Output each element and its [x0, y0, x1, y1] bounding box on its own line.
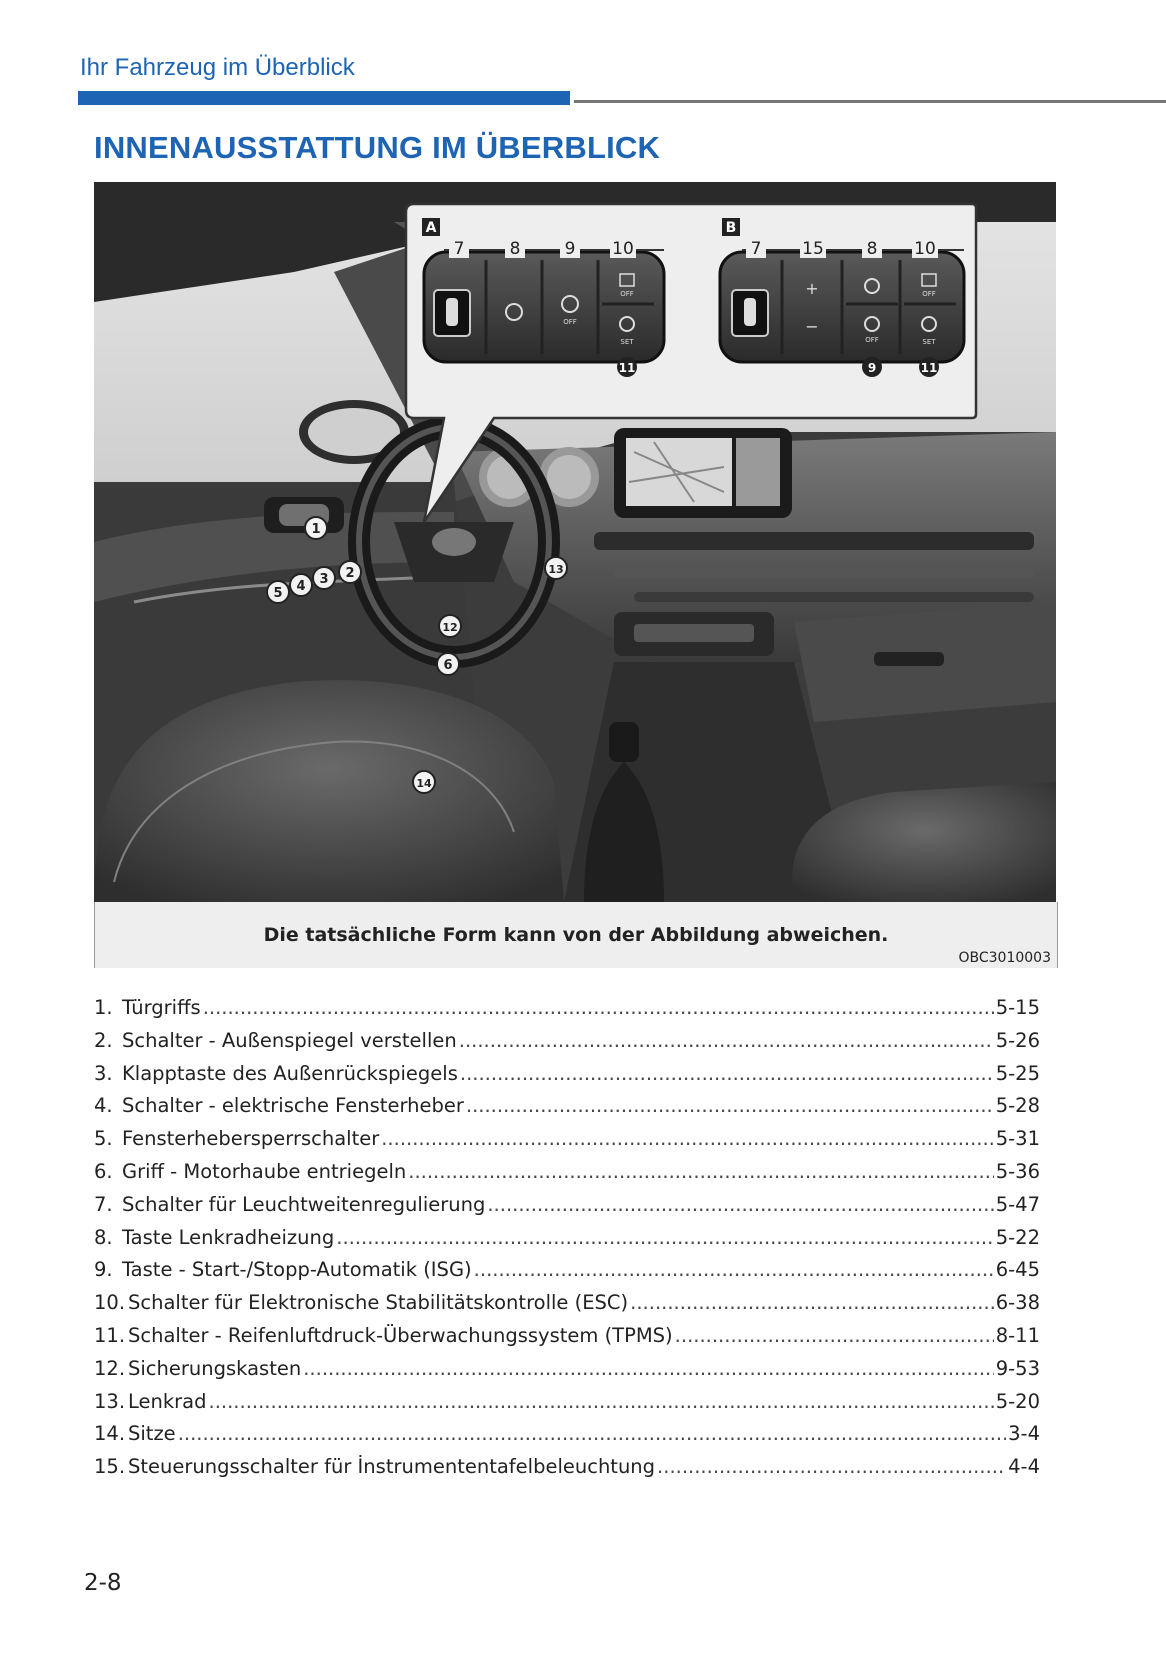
list-item-label: Taste - Start-/Stopp-Automatik (ISG) — [122, 1258, 472, 1282]
leader-dots — [460, 1062, 994, 1085]
leader-dots — [178, 1422, 1006, 1445]
esc-off-text-b: OFF — [922, 290, 936, 298]
isg-off-text: OFF — [563, 318, 577, 326]
list-item-page: 9-53 — [995, 1356, 1040, 1380]
component-list — [94, 996, 1040, 1488]
svg-text:12: 12 — [442, 621, 458, 634]
list-item — [94, 1029, 1040, 1062]
callout-3 — [313, 567, 335, 589]
list-item-label: Lenkrad — [128, 1389, 207, 1413]
list-item — [94, 1291, 1040, 1324]
list-item-number: 8. — [94, 1225, 113, 1249]
list-item-label: Schalter für Elektronische Stabilitätskontrolle (ESC) — [128, 1291, 629, 1315]
list-item-number: 14. — [94, 1422, 126, 1446]
svg-text:6: 6 — [443, 658, 453, 673]
list-item-page: 6-38 — [995, 1291, 1040, 1315]
list-item-page: 5-26 — [995, 1028, 1040, 1052]
panel-a-num-10: 10 — [612, 239, 634, 259]
list-item — [94, 1258, 1040, 1291]
panel-a-label: A — [425, 220, 437, 236]
list-item — [94, 1324, 1040, 1357]
list-item-label: Griff - Motorhaube entriegeln — [122, 1159, 407, 1183]
list-item-page: 5-47 — [995, 1192, 1040, 1216]
panel-a-num-11: 11 — [618, 361, 636, 375]
list-item-number: 11. — [94, 1323, 126, 1347]
figure-code: OBC3010003 — [958, 950, 1051, 966]
figure-caption: Die tatsächliche Form kann von der Abbildung abweichen. — [263, 924, 889, 946]
list-item-number: 1. — [94, 996, 113, 1019]
list-item — [94, 1160, 1040, 1193]
callout-2 — [339, 561, 361, 583]
isg-off-text-b: OFF — [865, 336, 879, 344]
leader-dots — [408, 1160, 993, 1183]
leader-dots — [381, 1127, 994, 1150]
list-item-page: 8-11 — [995, 1323, 1040, 1347]
panel-b-num-7: 7 — [750, 239, 762, 259]
list-item-label: Steuerungsschalter für İnstrumententafelbeleuchtung — [128, 1455, 656, 1479]
esc-off-text: OFF — [620, 290, 634, 298]
list-item-page: 5-31 — [995, 1127, 1040, 1151]
list-item — [94, 1193, 1040, 1226]
list-item-label: Taste Lenkradheizung — [122, 1225, 335, 1249]
svg-text:13: 13 — [548, 563, 564, 576]
list-item-number: 6. — [94, 1159, 113, 1183]
leader-dots — [675, 1324, 994, 1347]
list-item-label: Sitze — [128, 1422, 176, 1446]
list-item-number: 5. — [94, 1127, 113, 1151]
leader-dots — [657, 1455, 1006, 1478]
list-item-number: 2. — [94, 1028, 113, 1052]
figure-caption-box — [94, 902, 1058, 968]
callout-5 — [267, 581, 289, 603]
list-item-label: Schalter für Leuchtweitenregulierung — [122, 1192, 486, 1216]
list-item-label: Schalter - Außenspiegel verstellen — [122, 1028, 457, 1052]
list-item — [94, 1127, 1040, 1160]
svg-text:3: 3 — [319, 572, 329, 587]
panel-a-num-7: 7 — [453, 239, 465, 259]
svg-text:14: 14 — [416, 777, 432, 790]
tpms-set-text-b: SET — [922, 338, 936, 346]
svg-text:1: 1 — [311, 522, 321, 537]
list-item-number: 4. — [94, 1094, 113, 1118]
callout-13 — [545, 557, 567, 579]
list-item-page: 4-4 — [1008, 1455, 1040, 1479]
leader-dots — [474, 1258, 994, 1281]
leader-dots — [630, 1291, 994, 1314]
list-item — [94, 1094, 1040, 1127]
list-item-page: 5-36 — [995, 1159, 1040, 1183]
list-item-page: 6-45 — [995, 1258, 1040, 1282]
svg-text:+: + — [805, 279, 819, 298]
list-item — [94, 1390, 1040, 1423]
list-item-label: Fensterhebersperrschalter — [122, 1127, 380, 1151]
list-item-label: Türgriffs — [122, 996, 201, 1019]
list-item-number: 12. — [94, 1356, 126, 1380]
svg-text:2: 2 — [345, 566, 355, 581]
list-item — [94, 996, 1040, 1029]
tpms-set-text: SET — [620, 338, 634, 346]
panel-b-num-15: 15 — [802, 239, 824, 259]
panel-b-label: B — [725, 220, 737, 236]
section-header-title: Ihr Fahrzeug im Überblick — [80, 54, 355, 81]
list-item — [94, 1455, 1040, 1488]
leader-dots — [209, 1390, 994, 1413]
leader-dots — [303, 1357, 994, 1380]
page-title: INNENAUSSTATTUNG IM ÜBERBLICK — [94, 130, 661, 165]
list-item-page: 5-22 — [995, 1225, 1040, 1249]
list-item-number: 10. — [94, 1291, 126, 1315]
list-item-label: Schalter - Reifenluftdruck-Überwachungssystem (TPMS) — [128, 1323, 673, 1347]
list-item — [94, 1062, 1040, 1095]
list-item — [94, 1226, 1040, 1259]
list-item-number: 3. — [94, 1061, 113, 1085]
panel-b-num-9: 9 — [867, 361, 877, 375]
panel-b-num-10: 10 — [914, 239, 936, 259]
list-item — [94, 1422, 1040, 1455]
list-item-page: 5-28 — [995, 1094, 1040, 1118]
list-item-number: 9. — [94, 1258, 113, 1282]
callout-1 — [305, 517, 327, 539]
leader-dots — [459, 1029, 994, 1052]
panel-a-num-8: 8 — [509, 239, 521, 259]
list-item-number: 7. — [94, 1192, 113, 1216]
list-item — [94, 1357, 1040, 1390]
panel-b-num-8: 8 — [866, 239, 878, 259]
leader-dots — [466, 1094, 994, 1117]
svg-text:−: − — [805, 317, 819, 336]
list-item-label: Klapptaste des Außenrückspiegels — [122, 1061, 458, 1085]
list-item-page: 5-25 — [995, 1061, 1040, 1085]
list-item-page: 3-4 — [1008, 1422, 1040, 1446]
list-item-number: 15. — [94, 1455, 126, 1479]
callout-12 — [439, 615, 461, 637]
list-item-label: Schalter - elektrische Fensterheber — [122, 1094, 464, 1118]
callout-4 — [290, 574, 312, 596]
list-item-number: 13. — [94, 1389, 126, 1413]
callout-14 — [413, 771, 435, 793]
svg-text:4: 4 — [296, 579, 306, 594]
callout-6 — [437, 653, 459, 675]
leader-dots — [336, 1226, 993, 1249]
panel-a-num-9: 9 — [564, 239, 576, 259]
interior-figure — [94, 182, 1056, 902]
header-accent-bar — [78, 91, 570, 105]
svg-text:5: 5 — [273, 586, 283, 601]
leader-dots — [487, 1193, 993, 1216]
page-number: 2-8 — [84, 1570, 122, 1596]
header-rule — [574, 100, 1166, 103]
list-item-page: 5-20 — [995, 1389, 1040, 1413]
panel-b-num-11: 11 — [920, 361, 938, 375]
list-item-label: Sicherungskasten — [128, 1356, 302, 1380]
list-item-page: 5-15 — [995, 996, 1040, 1019]
leader-dots — [203, 996, 994, 1019]
